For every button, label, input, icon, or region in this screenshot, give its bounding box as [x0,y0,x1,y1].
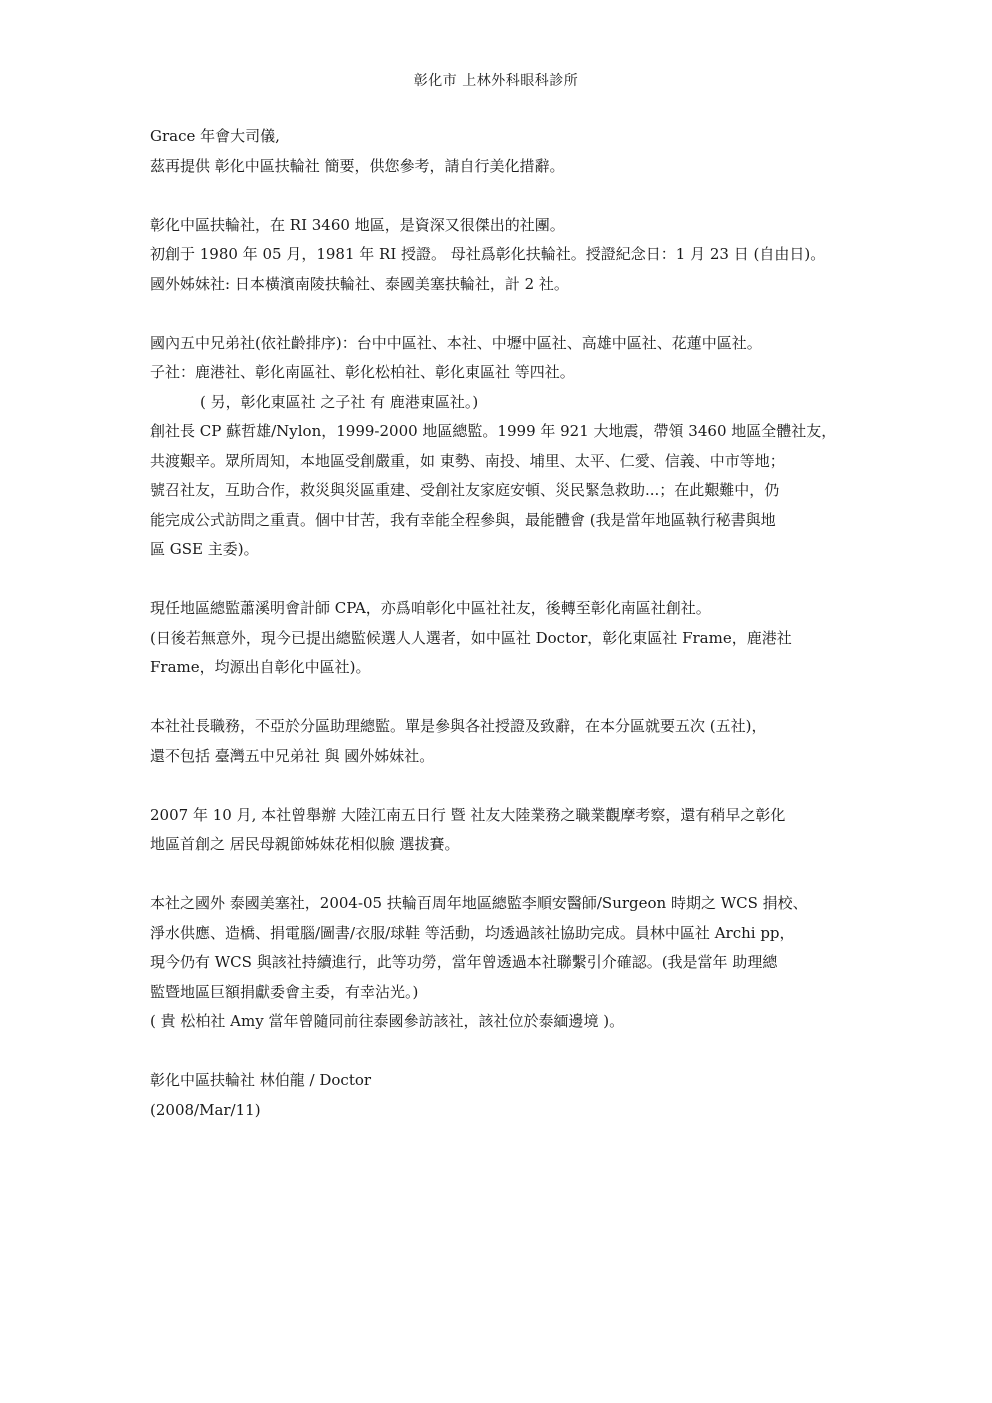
paragraph-1-line: 初創于 1980 年 05 月，1981 年 RI 授證。 母社爲彰化扶輪社。授證紀念日：1 月 23 日 (自由日)。 [150,245,826,263]
paragraph-gap [150,565,850,595]
paragraph-1-line: 國外姊妹社: 日本橫濱南陵扶輪社、泰國美塞扶輪社，計 2 社。 [150,274,569,293]
paragraph-2-line: 能完成公式訪問之重責。個中甘苦，我有幸能全程參與，最能體會 (我是當年地區執行秘書與地 [150,510,776,529]
paragraph-gap [150,771,850,801]
paragraph-1-line: 彰化中區扶輪社，在 RI 3460 地區，是資深又很傑出的社團。 [150,215,565,234]
paragraph-6-line: 本社之國外 泰國美塞社，2004-05 扶輪百周年地區總監李順安醫師/Surgeon 時期之 WCS 捐校、 [150,894,808,912]
paragraph-gap [150,299,850,329]
paragraph-6-line: 監暨地區巨額捐獻委會主委，有幸沾光。) [150,982,419,1001]
paragraph-5-line: 地區首創之 居民母親節姊妹花相似臉 選拔賽。 [150,835,460,853]
paragraph-gap [150,1037,850,1067]
paragraph-4-line: 本社社長職務，不亞於分區助理總監。單是參與各社授證及致辭，在本分區就要五次 (五社)， [150,717,767,735]
paragraph-gap [150,860,850,890]
paragraph-3-line: (日後若無意外，現今已提出總監候選人人選者，如中區社 Doctor，彰化東區社 Frame，鹿港社 [150,628,792,647]
paragraph-6-line: 淨水供應、造橋、捐電腦/圖書/衣服/球鞋 等活動，均透過該社協助完成。員林中區社 Archi pp， [150,923,795,942]
signature-line: 彰化中區扶輪社 林伯龍 / Doctor [150,1071,372,1089]
paragraph-6-line: ( 貴 松柏社 Amy 當年曾隨同前往泰國參訪該社，該社位於泰緬邊境 )。 [150,1012,625,1030]
greeting-line: Grace 年會大司儀, [150,127,280,145]
paragraph-2-line: 國內五中兄弟社(依社齡排序)：台中中區社、本社、中壢中區社、高雄中區社、花蓮中區社。 [150,333,762,352]
paragraph-gap [150,181,850,211]
letterhead-title: 彰化市 上林外科眼科診所 [413,73,579,89]
paragraph-2-line: 號召社友，互助合作，救災與災區重建、受創社友家庭安頓、災民緊急救助...；在此艱難中，仍 [150,481,780,499]
date-line: (2008/Mar/11) [150,1100,261,1119]
paragraph-6-line: 現今仍有 WCS 與該社持續進行，此等功勞，當年曾透過本社聯繫引介確認。(我是當年 助理總 [150,953,778,971]
paragraph-3-line: Frame，均源出自彰化中區社)。 [150,658,371,676]
paragraph-5-line: 2007 年 10 月, 本社曾舉辦 大陸江南五日行 暨 社友大陸業務之職業觀摩考察，還有稍早之彰化 [150,805,786,824]
paragraph-2-indented-note: ( 另，彰化東區社 之子社 有 鹿港東區社。) [200,392,479,411]
paragraph-4-line: 還不包括 臺灣五中兄弟社 與 國外姊妹社。 [150,746,435,765]
paragraph-2-line: 子社：鹿港社、彰化南區社、彰化松柏社、彰化東區社 等四社。 [150,363,575,381]
paragraph-2-line: 區 GSE 主委)。 [150,540,259,558]
intro-line: 茲再提供 彰化中區扶輪社 簡要，供您參考，請自行美化措辭。 [150,156,565,175]
paragraph-2-line: 創社長 CP 蘇哲雄/Nylon，1999-2000 地區總監。1999 年 921 大地震，帶領 3460 地區全體社友， [150,422,837,440]
paragraph-gap [150,683,850,713]
paragraph-2-line: 共渡艱辛。眾所周知，本地區受創嚴重，如 東勢、南投、埔里、太平、仁愛、信義、中市等地； [150,451,785,470]
paragraph-3-line: 現任地區總監蕭溪明會計師 CPA，亦爲咱彰化中區社社友，後轉至彰化南區社創社。 [150,599,711,617]
letter-body [150,122,850,1125]
